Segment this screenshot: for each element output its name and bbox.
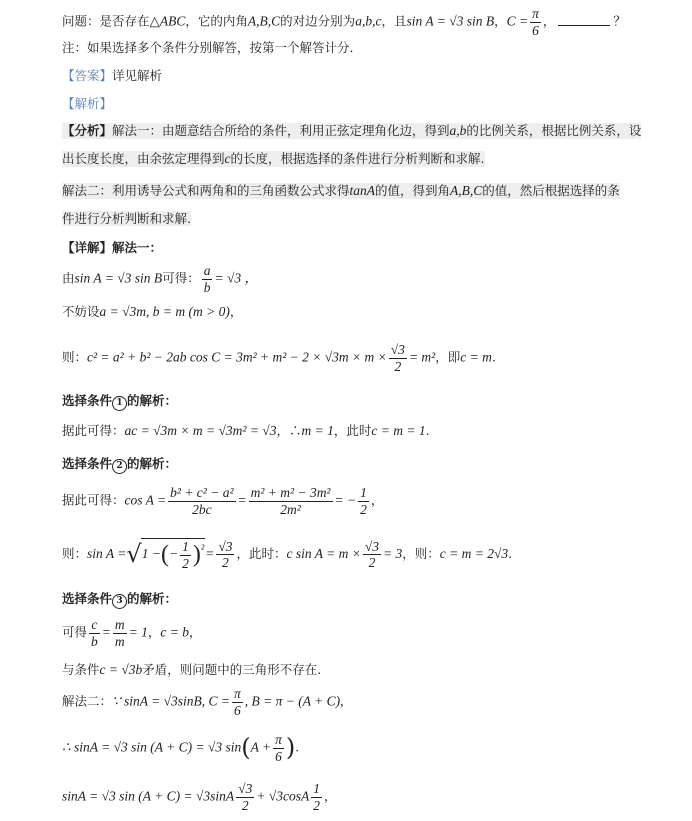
condition-2-sin: 则：sin A =√1 −(− $\frac{1}{2}$ )$^{^2}$= $\frac{√3}{2}$ ，此时：c sin A = m × $\frac{√3}{2}$ = 3，则：c = m = 2√3.	[62, 538, 513, 571]
radicand: 1 −(− $\frac{1}{2}$ )$^{^2}$	[141, 539, 205, 571]
answer-blank	[558, 25, 610, 26]
step-1: 由sin A = √3 sin B可得： $\frac{a}{b}$ = √3 ，	[62, 263, 258, 295]
circled-number-2: 2	[112, 459, 127, 474]
condition-3-heading: 选择条件 3 的解析：	[62, 591, 177, 609]
note: 注：如果选择多个条件分别解答，按第一个解答计分．	[62, 40, 363, 55]
method2-step-2: ∴ sinA = √3 sin (A + C) = √3 sin(A + $\frac{\pi}{6}$ ).	[62, 732, 300, 764]
fraction-root3-over-2: $\frac{√3}{2}$	[390, 342, 405, 374]
answer-text: 详见解析	[112, 68, 163, 83]
condition-3-ratio: 可得 $\frac{c}{b}$ = $\frac{m}{m}$ = 1，c = b，	[62, 617, 202, 649]
answer-label: 【答案】	[62, 68, 113, 83]
answer-line	[62, 68, 162, 83]
step-2: 不妨设a = √3m, b = m (m > 0)，	[62, 304, 243, 319]
condition-sin: sin A = √3 sin B	[406, 13, 495, 29]
triangle-label: △ABC	[149, 13, 186, 29]
condition-1-heading: 选择条件 1 的解析：	[62, 393, 177, 411]
method2-line-1: 解法二：利用诱导公式和两角和的三角函数公式求得tanA的值，得到角A,B,C的值，然后根据选择的条	[62, 183, 620, 198]
method2-step-1: 解法二：∵ sinA = √3sinB, C = $\frac{\pi}{6}$ , B = π − (A + C),	[62, 686, 344, 718]
radical-sign: √	[126, 540, 142, 569]
detail-heading: 【详解】解法一：	[62, 240, 163, 255]
fraction-a-over-b: $\frac{a}{b}$	[203, 263, 211, 295]
question-line: 问题：是否存在△ABC，它的内角A,B,C的对边分别为a,b,c，且sin A = √3 sin B，C = $\frac{\pi}{6}$ ， ？	[62, 6, 626, 38]
detail-label: 【详解】	[62, 240, 113, 255]
analysis-label: 【解析】	[62, 96, 113, 111]
method2-step-3: sinA = √3 sin (A + C) = √3sinA $\frac{√3}{2}$ + √3cosA $\frac{1}{2}$ ，	[62, 781, 337, 813]
angles: A,B,C	[247, 13, 281, 29]
circled-number-3: 3	[112, 594, 127, 609]
question-lead: 问题：是否存在	[62, 13, 150, 29]
pi-over-6: $\frac{\pi}{6}$	[532, 6, 539, 38]
fenxi-line-1: 【分析】解法一：由题意结合所给的条件，利用正弦定理角化边，得到a,b的比例关系，根据比例关系，设	[62, 123, 642, 138]
fenxi-label: 【分析】	[62, 123, 113, 138]
condition-3-contradiction: 与条件c = √3b矛盾，则问题中的三角形不存在.	[62, 662, 322, 677]
circled-number-1: 1	[112, 396, 127, 411]
condition-2-heading: 选择条件 2 的解析：	[62, 456, 177, 474]
fenxi-line-2: 出长度长度，由余弦定理得到c的长度，根据选择的条件进行分析判断和求解.	[62, 151, 485, 166]
condition-2-cos: 据此可得：cos A = $\frac{\text{b² + c² − a²}}{2bc}$ = $\frac{\text{m² + m² − 3m²}}{\text{2m²}}$ = − $\frac{1}{2}$ ，	[62, 485, 384, 517]
condition-1-work: 据此可得：ac = √3m × m = √3m² = √3，∴m = 1，此时c = m = 1.	[62, 423, 430, 438]
step-3: 则：c² = a² + b² − 2ab cos C = 3m² + m² − 2 × √3m × m × $\frac{√3}{2}$ = m²，即c = m.	[62, 342, 496, 374]
method2-line-2: 件进行分析判断和求解.	[62, 211, 191, 226]
sides: a,b,c	[355, 13, 382, 29]
